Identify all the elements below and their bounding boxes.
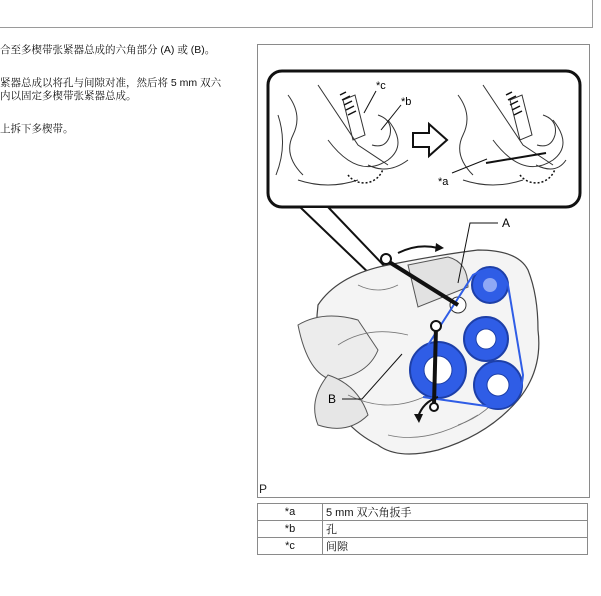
table-row xyxy=(258,538,588,555)
engine-drawing xyxy=(298,243,539,454)
legend-table xyxy=(257,503,588,555)
callout-a: *a xyxy=(438,176,449,188)
figure-code: P xyxy=(259,482,268,496)
callout-b: *b xyxy=(401,96,412,108)
step-line: 内以固定多楔带张紧器总成。 xyxy=(0,90,137,102)
callout-B: B xyxy=(328,392,337,406)
callout-c: *c xyxy=(376,80,386,92)
step-text: 上拆下多楔带。 xyxy=(0,123,74,135)
tensioner-illustration xyxy=(258,45,589,497)
legend-desc: 孔 xyxy=(323,521,588,538)
illustration-figure xyxy=(257,44,590,498)
table-row xyxy=(258,521,588,538)
legend-desc: 5 mm 双六角扳手 xyxy=(323,504,588,521)
step-text xyxy=(0,77,221,103)
step-line: 紧器总成以将孔与间隙对准，然后将 5 mm 双六 xyxy=(0,77,222,89)
top-header-bar xyxy=(0,0,593,28)
legend-code: *a xyxy=(258,504,323,521)
legend-code: *b xyxy=(258,521,323,538)
legend-desc: 间隙 xyxy=(323,538,588,555)
callout-A: A xyxy=(502,216,511,230)
table-row xyxy=(258,504,588,521)
step-text: 合至多楔带张紧器总成的六角部分 (A) 或 (B)。 xyxy=(0,44,216,56)
legend-code: *c xyxy=(258,538,323,555)
